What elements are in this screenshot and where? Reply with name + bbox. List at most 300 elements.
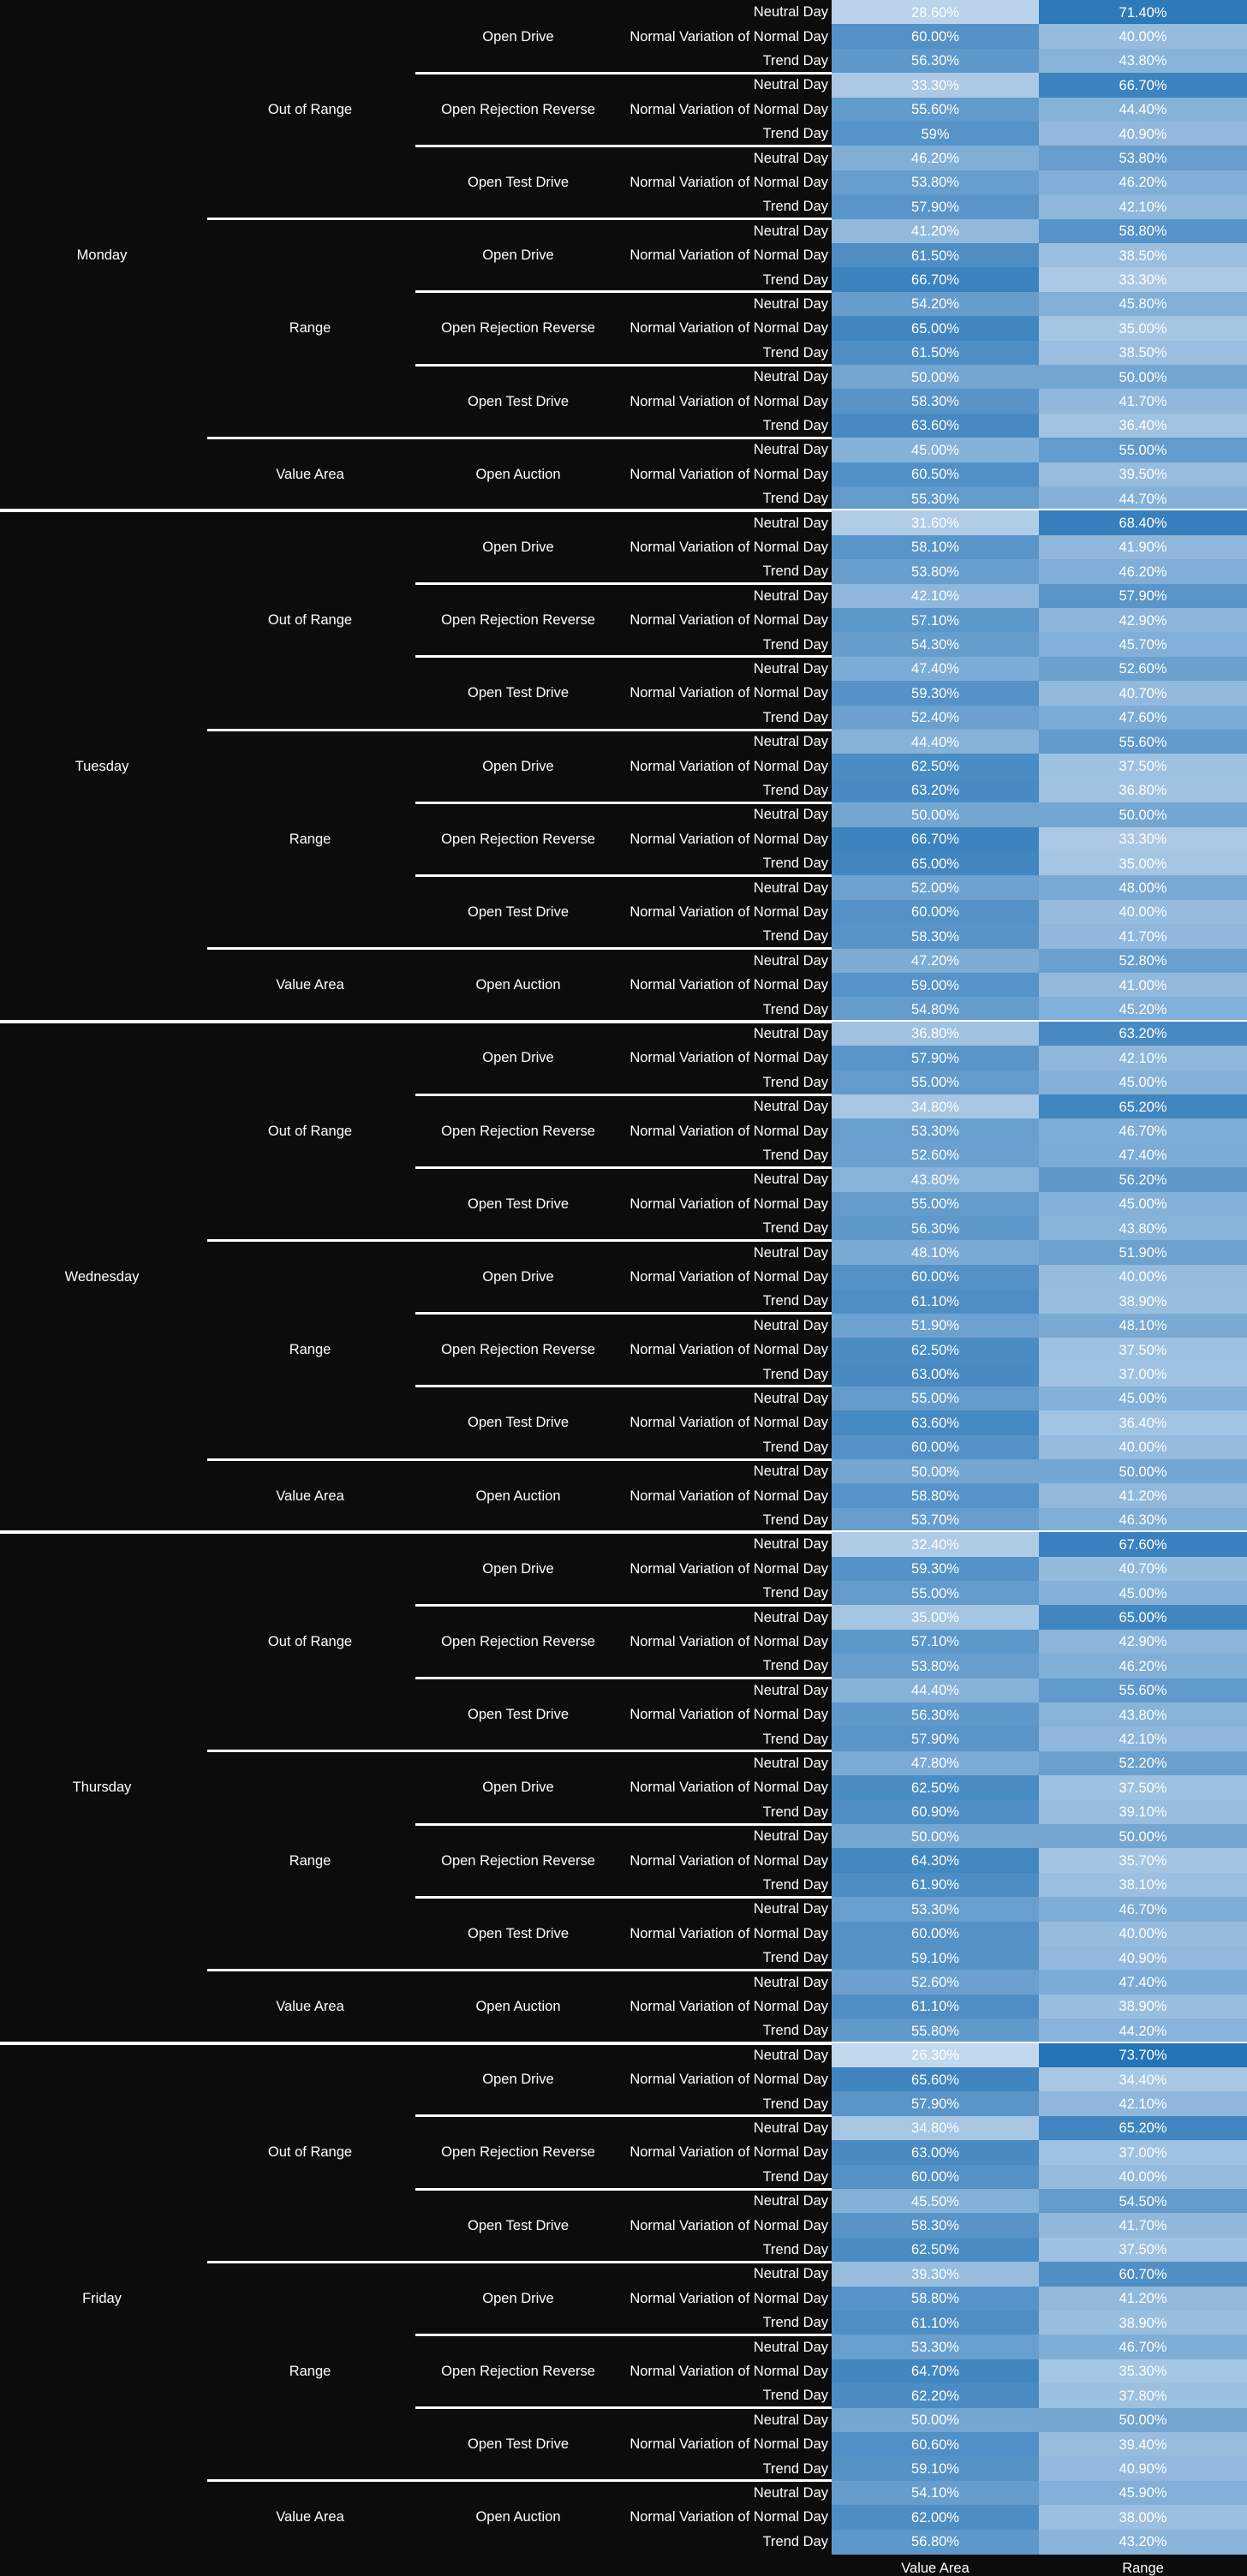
cell-value: 35.70% xyxy=(1119,1852,1167,1869)
cell-value: 59.10% xyxy=(911,2460,959,2477)
cell-value: 46.20% xyxy=(1119,564,1167,580)
cell-value: 47.60% xyxy=(1119,709,1167,725)
day-type-label: Trend Day xyxy=(762,1731,828,1747)
day-type-label: Neutral Day xyxy=(753,1609,828,1625)
heatmap-cell xyxy=(1039,1265,1247,1290)
cell-value: 47.40% xyxy=(1119,1148,1167,1164)
cell-value: 28.60% xyxy=(911,4,959,21)
heatmap-cell xyxy=(832,438,1039,462)
cell-value: 58.10% xyxy=(911,540,959,556)
day-type-label: Neutral Day xyxy=(753,1828,828,1844)
heatmap-cell xyxy=(1039,827,1247,852)
open-type-label: Open Rejection Reverse xyxy=(441,320,595,337)
day-type-label: Normal Variation of Normal Day xyxy=(629,1196,828,1212)
cell-value: 64.30% xyxy=(911,1852,959,1869)
cell-value: 52.60% xyxy=(911,1974,959,1990)
heatmap-cell xyxy=(832,1094,1039,1119)
heatmap-cell xyxy=(832,1459,1039,1484)
cell-value: 42.10% xyxy=(1119,2096,1167,2112)
heatmap-cell xyxy=(1039,267,1247,292)
day-type-label: Trend Day xyxy=(762,271,828,288)
heatmap-cell xyxy=(1039,2481,1247,2506)
heatmap-cell xyxy=(832,1873,1039,1898)
day-type-label: Normal Variation of Normal Day xyxy=(629,903,828,920)
cell-value: 55.60% xyxy=(1119,734,1167,750)
heatmap-cell xyxy=(1039,632,1247,657)
cell-value: 50.00% xyxy=(911,1828,959,1845)
cell-value: 57.90% xyxy=(911,1050,959,1066)
heatmap-cell xyxy=(832,1751,1039,1776)
open-type-label: Open Rejection Reverse xyxy=(441,101,595,117)
heatmap-cell xyxy=(832,1070,1039,1095)
heatmap-cell xyxy=(832,146,1039,170)
heatmap-cell xyxy=(832,1581,1039,1606)
heatmap-cell xyxy=(832,1897,1039,1922)
heatmap-cell xyxy=(832,2018,1039,2043)
heatmap-cell xyxy=(1039,2359,1247,2384)
cell-value: 50.00% xyxy=(1119,2412,1167,2428)
location-separator xyxy=(207,947,832,950)
location-separator xyxy=(207,218,832,220)
location-label: Range xyxy=(289,2363,331,2379)
location-separator xyxy=(207,1239,832,1242)
day-type-label: Normal Variation of Normal Day xyxy=(629,1998,828,2014)
location-label: Value Area xyxy=(276,976,344,993)
cell-value: 53.30% xyxy=(911,1901,959,1917)
day-type-label: Normal Variation of Normal Day xyxy=(629,1268,828,1285)
heatmap-cell xyxy=(1039,2334,1247,2359)
cell-value: 62.50% xyxy=(911,1780,959,1796)
day-type-label: Normal Variation of Normal Day xyxy=(629,2436,828,2452)
heatmap-cell xyxy=(1039,1679,1247,1703)
cell-value: 46.20% xyxy=(1119,175,1167,191)
cell-value: 41.00% xyxy=(1119,977,1167,993)
day-type-label: Normal Variation of Normal Day xyxy=(629,1633,828,1649)
day-type-label: Trend Day xyxy=(762,2314,828,2330)
day-type-label: Normal Variation of Normal Day xyxy=(629,1341,828,1357)
heatmap-cell xyxy=(832,973,1039,998)
day-type-label: Normal Variation of Normal Day xyxy=(629,1706,828,1722)
heatmap-cell xyxy=(832,2311,1039,2335)
cell-value: 38.90% xyxy=(1119,2315,1167,2331)
heatmap-cell xyxy=(832,341,1039,366)
cell-value: 35.00% xyxy=(1119,856,1167,872)
cell-value: 51.90% xyxy=(911,1317,959,1333)
cell-value: 60.00% xyxy=(911,1439,959,1455)
open-type-label: Open Drive xyxy=(482,1560,554,1577)
heatmap-cell xyxy=(1039,1118,1247,1143)
weekday-label: Thursday xyxy=(72,1780,132,1796)
cell-value: 50.00% xyxy=(1119,1828,1167,1845)
cell-value: 46.30% xyxy=(1119,1512,1167,1529)
open-type-separator xyxy=(415,290,832,293)
day-type-label: Neutral Day xyxy=(753,2047,828,2063)
day-type-label: Trend Day xyxy=(762,1512,828,1528)
heatmap-cell xyxy=(1039,1605,1247,1630)
cell-value: 64.70% xyxy=(911,2364,959,2380)
location-label: Value Area xyxy=(276,466,344,482)
cell-value: 45.00% xyxy=(1119,1585,1167,1601)
day-type-label: Trend Day xyxy=(762,636,828,653)
heatmap-cell xyxy=(832,1362,1039,1386)
heatmap-cell xyxy=(832,2165,1039,2190)
cell-value: 46.70% xyxy=(1119,2339,1167,2355)
cell-value: 46.70% xyxy=(1119,1123,1167,1139)
cell-value: 50.00% xyxy=(911,1464,959,1480)
heatmap-cell xyxy=(1039,1314,1247,1339)
day-type-label: Trend Day xyxy=(762,2023,828,2039)
location-separator xyxy=(207,1750,832,1752)
cell-value: 73.70% xyxy=(1119,2047,1167,2063)
heatmap-cell xyxy=(1039,2018,1247,2043)
open-type-label: Open Test Drive xyxy=(468,685,569,701)
cell-value: 63.00% xyxy=(911,1366,959,1382)
heatmap-cell xyxy=(832,1970,1039,1995)
heatmap-cell xyxy=(1039,122,1247,146)
heatmap-cell xyxy=(832,559,1039,584)
day-type-label: Neutral Day xyxy=(753,295,828,312)
heatmap-cell xyxy=(1039,1386,1247,1411)
day-type-label: Normal Variation of Normal Day xyxy=(629,1852,828,1869)
open-type-separator xyxy=(415,1094,832,1096)
day-type-label: Normal Variation of Normal Day xyxy=(629,2363,828,2379)
day-type-label: Neutral Day xyxy=(753,2192,828,2209)
cell-value: 50.00% xyxy=(911,807,959,823)
open-type-label: Open Drive xyxy=(482,539,554,555)
heatmap-cell xyxy=(1039,1070,1247,1095)
heatmap-cell xyxy=(1039,535,1247,560)
heatmap-cell xyxy=(1039,1046,1247,1070)
open-type-separator xyxy=(415,145,832,147)
cell-value: 54.50% xyxy=(1119,2193,1167,2209)
day-type-label: Trend Day xyxy=(762,1876,828,1893)
day-type-label: Trend Day xyxy=(762,1293,828,1309)
cell-value: 66.70% xyxy=(1119,77,1167,93)
heatmap-cell xyxy=(832,1314,1039,1339)
location-label: Out of Range xyxy=(267,611,353,628)
cell-value: 46.20% xyxy=(911,150,959,166)
heatmap-cell xyxy=(1039,802,1247,827)
open-type-label: Open Auction xyxy=(475,2509,561,2525)
heatmap-cell xyxy=(1039,1362,1247,1386)
heatmap-cell xyxy=(832,49,1039,74)
weekday-label: Friday xyxy=(82,2290,122,2306)
cell-value: 43.80% xyxy=(911,1172,959,1188)
location-separator xyxy=(207,1969,832,1971)
day-type-label: Neutral Day xyxy=(753,1244,828,1261)
cell-value: 43.80% xyxy=(1119,1220,1167,1237)
heatmap-cell xyxy=(832,1240,1039,1265)
open-type-separator xyxy=(415,364,832,367)
cell-value: 59% xyxy=(921,126,950,142)
cell-value: 47.20% xyxy=(911,952,959,969)
heatmap-cell xyxy=(1039,973,1247,998)
cell-value: 33.30% xyxy=(1119,271,1167,288)
cell-value: 66.70% xyxy=(911,271,959,288)
cell-value: 48.10% xyxy=(1119,1317,1167,1333)
cell-value: 50.00% xyxy=(911,2412,959,2428)
day-type-label: Trend Day xyxy=(762,2241,828,2257)
cell-value: 56.30% xyxy=(911,1220,959,1237)
heatmap-cell xyxy=(1039,2432,1247,2457)
open-type-separator xyxy=(415,2114,832,2117)
heatmap-cell xyxy=(832,1022,1039,1046)
cell-value: 55.00% xyxy=(911,1391,959,1407)
cell-value: 60.90% xyxy=(911,1804,959,1820)
open-type-label: Open Drive xyxy=(482,247,554,263)
heatmap-cell xyxy=(832,1483,1039,1508)
day-type-label: Trend Day xyxy=(762,2168,828,2185)
day-type-label: Neutral Day xyxy=(753,1974,828,1990)
heatmap-cell xyxy=(1039,98,1247,122)
day-type-label: Normal Variation of Normal Day xyxy=(629,1488,828,1504)
open-type-label: Open Test Drive xyxy=(468,1925,569,1941)
cell-value: 53.30% xyxy=(911,2339,959,2355)
day-type-label: Normal Variation of Normal Day xyxy=(629,1560,828,1577)
open-type-label: Open Test Drive xyxy=(468,2217,569,2233)
cell-value: 51.90% xyxy=(1119,1244,1167,1261)
day-type-label: Neutral Day xyxy=(753,368,828,385)
cell-value: 60.00% xyxy=(911,2168,959,2185)
open-type-label: Open Rejection Reverse xyxy=(441,2363,595,2379)
day-type-label: Trend Day xyxy=(762,2533,828,2549)
cell-value: 50.00% xyxy=(911,369,959,385)
cell-value: 45.00% xyxy=(1119,1074,1167,1090)
day-type-label: Normal Variation of Normal Day xyxy=(629,2217,828,2233)
cell-value: 39.40% xyxy=(1119,2436,1167,2453)
cell-value: 38.90% xyxy=(1119,1999,1167,2015)
heatmap-cell xyxy=(1039,730,1247,754)
open-type-label: Open Rejection Reverse xyxy=(441,2144,595,2161)
cell-value: 58.30% xyxy=(911,2217,959,2233)
cell-value: 41.20% xyxy=(911,223,959,239)
cell-value: 37.50% xyxy=(1119,2242,1167,2258)
cell-value: 45.00% xyxy=(1119,1196,1167,1212)
cell-value: 71.40% xyxy=(1119,4,1167,21)
cell-value: 41.90% xyxy=(1119,540,1167,556)
cell-value: 58.80% xyxy=(911,2290,959,2306)
heatmap-cell xyxy=(832,851,1039,876)
cell-value: 36.40% xyxy=(1119,1415,1167,1431)
heatmap-cell xyxy=(832,2213,1039,2238)
cell-value: 36.80% xyxy=(1119,783,1167,799)
cell-value: 38.90% xyxy=(1119,1293,1167,1309)
day-type-label: Trend Day xyxy=(762,125,828,141)
cell-value: 56.30% xyxy=(911,1707,959,1723)
heatmap-cell xyxy=(1039,1338,1247,1363)
cell-value: 40.70% xyxy=(1119,1560,1167,1577)
open-type-label: Open Rejection Reverse xyxy=(441,1123,595,1139)
heatmap-cell xyxy=(1039,997,1247,1022)
heatmap-cell xyxy=(832,292,1039,317)
heatmap-cell xyxy=(832,2116,1039,2141)
day-type-label: Normal Variation of Normal Day xyxy=(629,758,828,774)
heatmap-cell xyxy=(832,681,1039,706)
heatmap-cell xyxy=(1039,1240,1247,1265)
heatmap-cell xyxy=(832,1946,1039,1971)
day-type-label: Normal Variation of Normal Day xyxy=(629,2071,828,2087)
cell-value: 60.00% xyxy=(911,1269,959,1285)
cell-value: 45.70% xyxy=(1119,636,1167,653)
open-type-label: Open Test Drive xyxy=(468,1196,569,1212)
day-type-label: Neutral Day xyxy=(753,77,828,93)
heatmap-cell xyxy=(1039,2140,1247,2165)
cell-value: 35.00% xyxy=(1119,320,1167,337)
cell-value: 26.30% xyxy=(911,2047,959,2063)
heatmap-cell xyxy=(832,1995,1039,2019)
cell-value: 53.80% xyxy=(1119,150,1167,166)
open-type-label: Open Test Drive xyxy=(468,1706,569,1722)
cell-value: 46.20% xyxy=(1119,1658,1167,1674)
heatmap-cell xyxy=(1039,1435,1247,1460)
heatmap-cell xyxy=(1039,1970,1247,1995)
cell-value: 63.20% xyxy=(1119,1026,1167,1042)
open-type-label: Open Test Drive xyxy=(468,393,569,409)
cell-value: 58.80% xyxy=(911,1488,959,1504)
heatmap-cell xyxy=(832,2287,1039,2311)
open-type-separator xyxy=(415,802,832,804)
cell-value: 37.50% xyxy=(1119,1342,1167,1358)
heatmap-cell xyxy=(1039,1630,1247,1655)
cell-value: 59.00% xyxy=(911,977,959,993)
open-type-label: Open Auction xyxy=(475,466,561,482)
heatmap-cell xyxy=(832,219,1039,244)
cell-value: 62.50% xyxy=(911,758,959,774)
location-label: Value Area xyxy=(276,2509,344,2525)
heatmap-cell xyxy=(832,2432,1039,2457)
cell-value: 43.80% xyxy=(1119,1707,1167,1723)
heatmap-cell xyxy=(1039,49,1247,74)
cell-value: 33.30% xyxy=(911,77,959,93)
heatmap-cell xyxy=(1039,2213,1247,2238)
heatmap-cell xyxy=(832,389,1039,414)
cell-value: 61.10% xyxy=(911,2315,959,2331)
location-separator xyxy=(207,2479,832,2482)
heatmap-cell xyxy=(1039,2091,1247,2116)
heatmap-cell xyxy=(1039,1775,1247,1800)
heatmap-cell xyxy=(832,875,1039,900)
heatmap-cell xyxy=(1039,24,1247,49)
cell-value: 42.10% xyxy=(1119,1731,1167,1747)
cell-value: 31.60% xyxy=(911,515,959,531)
heatmap-cell xyxy=(1039,1726,1247,1751)
day-type-label: Normal Variation of Normal Day xyxy=(629,1415,828,1431)
cell-value: 45.00% xyxy=(911,442,959,458)
cell-value: 40.70% xyxy=(1119,685,1167,701)
cell-value: 58.30% xyxy=(911,928,959,945)
weekday-label: Wednesday xyxy=(64,1268,140,1285)
location-label: Range xyxy=(289,320,331,337)
heatmap-cell xyxy=(1039,438,1247,462)
heatmap-cell xyxy=(1039,1751,1247,1776)
day-type-label: Normal Variation of Normal Day xyxy=(629,685,828,701)
heatmap-cell xyxy=(832,535,1039,560)
heatmap-cell xyxy=(1039,1873,1247,1898)
day-type-label: Normal Variation of Normal Day xyxy=(629,976,828,993)
cell-value: 63.60% xyxy=(911,418,959,434)
column-label-value-area: Value Area xyxy=(901,2560,970,2576)
open-type-separator xyxy=(415,1166,832,1169)
cell-value: 39.50% xyxy=(1119,466,1167,482)
day-type-label: Trend Day xyxy=(762,564,828,580)
heatmap-cell xyxy=(832,2140,1039,2165)
open-type-separator xyxy=(415,1896,832,1899)
location-label: Out of Range xyxy=(267,1123,353,1139)
heatmap-cell xyxy=(1039,1654,1247,1679)
cell-value: 48.00% xyxy=(1119,880,1167,896)
heatmap-cell xyxy=(832,2408,1039,2433)
cell-value: 57.90% xyxy=(1119,587,1167,604)
cell-value: 65.00% xyxy=(911,320,959,337)
cell-value: 41.20% xyxy=(1119,1488,1167,1504)
location-label: Range xyxy=(289,1852,331,1869)
day-type-label: Trend Day xyxy=(762,1147,828,1163)
cell-value: 58.30% xyxy=(911,393,959,409)
open-type-label: Open Test Drive xyxy=(468,1415,569,1431)
day-type-label: Trend Day xyxy=(762,709,828,725)
heatmap-cell xyxy=(832,1410,1039,1435)
cell-value: 60.70% xyxy=(1119,2266,1167,2282)
day-type-label: Trend Day xyxy=(762,928,828,945)
cell-value: 47.80% xyxy=(911,1756,959,1772)
heatmap-cell xyxy=(1039,292,1247,317)
heatmap-cell xyxy=(832,2189,1039,2214)
heatmap-cell xyxy=(832,1435,1039,1460)
open-type-separator xyxy=(415,582,832,585)
day-type-label: Trend Day xyxy=(762,1439,828,1455)
heatmap-cell xyxy=(832,0,1039,25)
cell-value: 39.10% xyxy=(1119,1804,1167,1820)
day-type-label: Trend Day xyxy=(762,1366,828,1382)
cell-value: 43.80% xyxy=(1119,53,1167,69)
cell-value: 53.80% xyxy=(911,564,959,580)
day-type-label: Neutral Day xyxy=(753,1536,828,1553)
cell-value: 61.10% xyxy=(911,1293,959,1309)
day-type-label: Neutral Day xyxy=(753,1390,828,1406)
cell-value: 37.50% xyxy=(1119,758,1167,774)
heatmap-cell xyxy=(1039,243,1247,268)
heatmap-cell xyxy=(1039,219,1247,244)
heatmap-cell xyxy=(832,98,1039,122)
heatmap-cell xyxy=(1039,486,1247,511)
cell-value: 62.00% xyxy=(911,2509,959,2525)
heatmap-cell xyxy=(832,1630,1039,1655)
heatmap-cell xyxy=(832,1508,1039,1533)
heatmap-cell xyxy=(1039,1557,1247,1582)
day-type-label: Normal Variation of Normal Day xyxy=(629,831,828,847)
cell-value: 60.50% xyxy=(911,466,959,482)
cell-value: 37.80% xyxy=(1119,2388,1167,2404)
heatmap-cell xyxy=(832,510,1039,535)
day-type-label: Trend Day xyxy=(762,1949,828,1965)
cell-value: 65.20% xyxy=(1119,2120,1167,2137)
day-type-label: Neutral Day xyxy=(753,660,828,677)
heatmap-cell xyxy=(1039,949,1247,974)
day-type-label: Neutral Day xyxy=(753,1098,828,1114)
cell-value: 57.90% xyxy=(911,1731,959,1747)
heatmap-cell xyxy=(1039,1824,1247,1849)
day-type-label: Neutral Day xyxy=(753,880,828,896)
cell-value: 65.00% xyxy=(1119,1609,1167,1625)
open-type-label: Open Rejection Reverse xyxy=(441,611,595,628)
day-type-label: Trend Day xyxy=(762,2096,828,2112)
location-label: Value Area xyxy=(276,1488,344,1504)
day-type-label: Normal Variation of Normal Day xyxy=(629,1780,828,1796)
heatmap-cell xyxy=(832,1265,1039,1290)
cell-value: 40.90% xyxy=(1119,126,1167,142)
open-type-label: Open Rejection Reverse xyxy=(441,1633,595,1649)
heatmap-cell xyxy=(1039,1216,1247,1241)
